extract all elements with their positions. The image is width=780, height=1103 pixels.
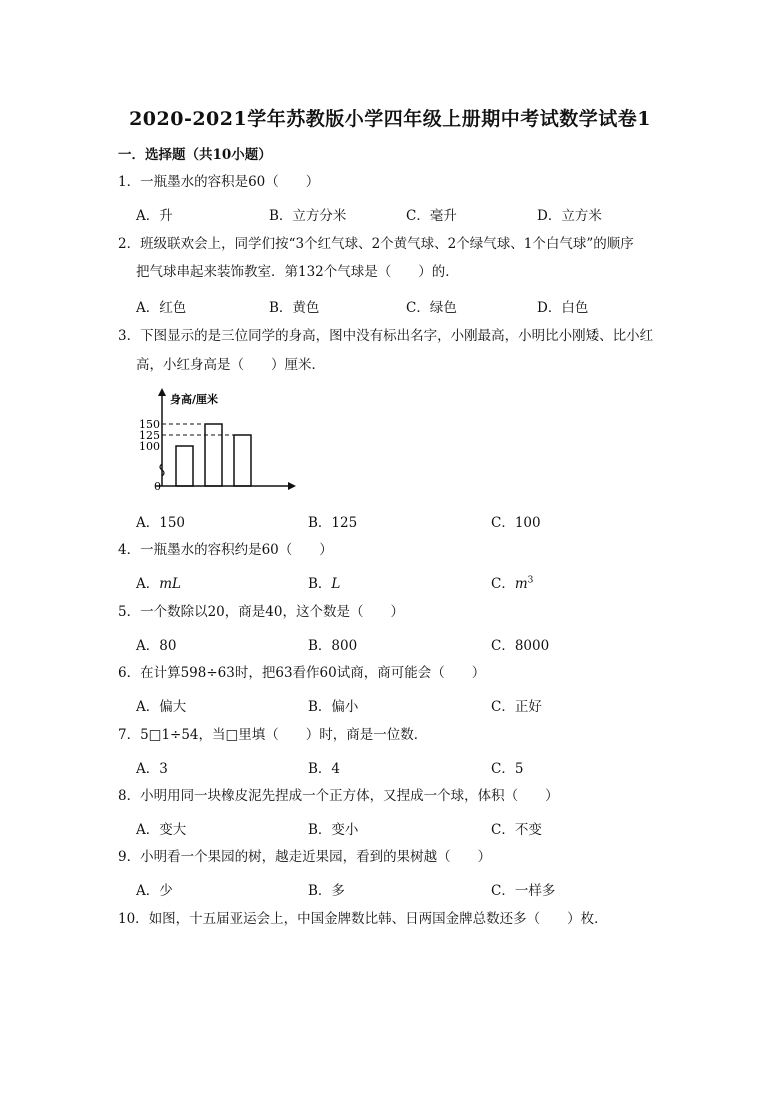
y-tick-label-125: 125 bbox=[139, 429, 160, 442]
option-c[interactable]: C．绿色 bbox=[406, 300, 457, 316]
option-a[interactable]: A．150 bbox=[136, 515, 186, 531]
option-a[interactable]: A．变大 bbox=[136, 822, 187, 838]
question-text: 一瓶墨水的容积约是60（ ） bbox=[140, 542, 333, 558]
question-text-line1: 下图显示的是三位同学的身高，图中没有标出名字，小刚最高，小明比小刚矮、比小红 bbox=[140, 328, 654, 344]
question-number: 6． bbox=[118, 665, 141, 681]
section-heading: 一．选择题（共10小题） bbox=[118, 147, 272, 163]
question-3 bbox=[118, 322, 678, 350]
question-text: 一个数除以20，商是40，这个数是（ ） bbox=[140, 604, 404, 620]
question-text: 一瓶墨水的容积是60（ ） bbox=[140, 174, 320, 190]
question-text-line1: 班级联欢会上，同学们按“3个红气球、2个黄气球、2个绿气球、1个白气球”的顺序 bbox=[140, 236, 634, 252]
question-text: 在计算598÷63时，把63看作60试商，商可能会（ ） bbox=[140, 665, 486, 681]
question-text: 小明看一个果园的树，越走近果园，看到的果树越（ ） bbox=[140, 849, 492, 865]
option-superscript: 3 bbox=[527, 575, 534, 586]
height-bar-chart bbox=[136, 386, 298, 496]
option-a[interactable]: A．3 bbox=[136, 761, 168, 777]
option-unit: m bbox=[514, 576, 528, 592]
options-q7 bbox=[136, 757, 696, 777]
bar-2 bbox=[205, 424, 222, 486]
options-q6 bbox=[136, 695, 696, 715]
y-tick-label-100: 100 bbox=[139, 440, 160, 453]
option-d[interactable]: D．立方米 bbox=[537, 208, 602, 224]
option-c[interactable]: C．100 bbox=[491, 515, 541, 531]
question-number: 10． bbox=[118, 911, 149, 927]
options-q3 bbox=[136, 511, 696, 531]
y-axis-label: 身高/厘米 bbox=[170, 393, 219, 406]
option-c[interactable]: C．8000 bbox=[491, 638, 550, 654]
question-8 bbox=[118, 782, 678, 810]
question-number: 2． bbox=[118, 236, 141, 252]
question-2 bbox=[118, 230, 678, 258]
question-6 bbox=[118, 659, 678, 687]
question-number: 9． bbox=[118, 849, 141, 865]
question-10 bbox=[118, 905, 678, 933]
bar-3 bbox=[234, 435, 251, 486]
question-number: 8． bbox=[118, 788, 141, 804]
question-number: 7． bbox=[118, 727, 141, 743]
y-tick-label-150: 150 bbox=[139, 418, 160, 431]
option-a[interactable]: A．红色 bbox=[136, 300, 187, 316]
options-q2 bbox=[136, 296, 696, 316]
question-2-line2: 把气球串起来装饰教室．第132个气球是（ ）的． bbox=[136, 264, 459, 280]
x-axis-arrow bbox=[288, 482, 296, 490]
option-a[interactable] bbox=[136, 572, 181, 592]
options-q4 bbox=[136, 572, 696, 592]
option-b[interactable] bbox=[308, 572, 340, 592]
question-9 bbox=[118, 843, 678, 871]
option-c[interactable]: C．5 bbox=[491, 761, 524, 777]
option-b[interactable]: B．黄色 bbox=[269, 300, 320, 316]
option-a[interactable]: A．升 bbox=[136, 208, 173, 224]
option-unit: L bbox=[331, 576, 341, 592]
option-c[interactable]: C．正好 bbox=[491, 699, 542, 715]
y-tick-label-0: 0 bbox=[154, 480, 161, 493]
question-5 bbox=[118, 598, 678, 626]
question-number: 5． bbox=[118, 604, 141, 620]
question-text: 小明用同一块橡皮泥先捏成一个正方体，又捏成一个球，体积（ ） bbox=[140, 788, 559, 804]
option-b[interactable]: B．125 bbox=[308, 515, 358, 531]
y-axis-arrow bbox=[158, 388, 166, 396]
option-letter: C． bbox=[491, 576, 515, 592]
question-number: 3． bbox=[118, 328, 141, 344]
option-letter: B． bbox=[308, 576, 332, 592]
option-a[interactable]: A．偏大 bbox=[136, 699, 187, 715]
question-7 bbox=[118, 721, 678, 749]
option-b[interactable]: B．变小 bbox=[308, 822, 359, 838]
option-a[interactable]: A．80 bbox=[136, 638, 177, 654]
option-b[interactable]: B．立方分米 bbox=[269, 208, 347, 224]
option-d[interactable]: D．白色 bbox=[537, 300, 589, 316]
bar-1 bbox=[176, 446, 193, 486]
question-text: 5□1÷54，当□里填（ ）时，商是一位数． bbox=[140, 727, 428, 743]
option-b[interactable]: B．偏小 bbox=[308, 699, 359, 715]
option-c[interactable] bbox=[491, 572, 533, 592]
question-number: 1． bbox=[118, 174, 141, 190]
options-q5 bbox=[136, 634, 696, 654]
question-text: 如图，十五届亚运会上，中国金牌数比韩、日两国金牌总数还多（ ）枚． bbox=[148, 911, 608, 927]
option-b[interactable]: B．800 bbox=[308, 638, 358, 654]
options-q1 bbox=[136, 204, 696, 224]
option-letter: A． bbox=[136, 576, 160, 592]
question-1 bbox=[118, 168, 678, 196]
option-c[interactable]: C．毫升 bbox=[406, 208, 457, 224]
option-unit: mL bbox=[159, 576, 182, 592]
question-3-line2: 高，小红身高是（ ）厘米． bbox=[136, 357, 325, 373]
exam-title: 2020-2021学年苏教版小学四年级上册期中考试数学试卷1 bbox=[129, 108, 651, 130]
question-4 bbox=[118, 536, 678, 564]
options-q8 bbox=[136, 818, 696, 838]
option-a[interactable]: A．少 bbox=[136, 883, 173, 899]
options-q9 bbox=[136, 879, 696, 899]
option-c[interactable]: C．一样多 bbox=[491, 883, 556, 899]
option-b[interactable]: B．4 bbox=[308, 761, 341, 777]
option-c[interactable]: C．不变 bbox=[491, 822, 542, 838]
question-number: 4． bbox=[118, 542, 141, 558]
option-b[interactable]: B．多 bbox=[308, 883, 345, 899]
